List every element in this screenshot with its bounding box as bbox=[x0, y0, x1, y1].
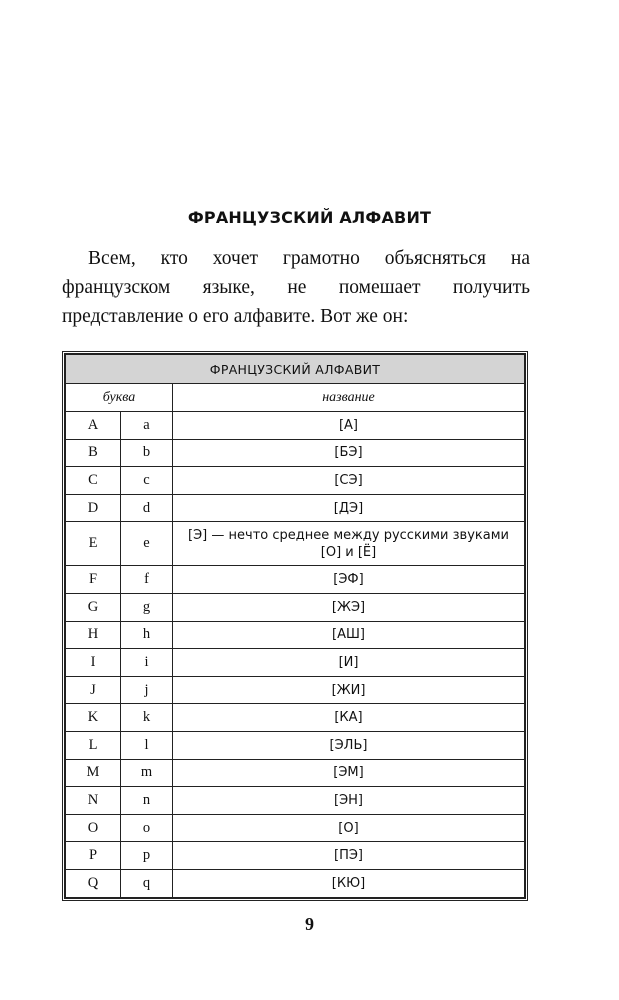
uppercase-letter: J bbox=[66, 676, 121, 704]
table-row bbox=[66, 704, 525, 732]
table-row bbox=[66, 439, 525, 467]
lowercase-letter: q bbox=[121, 869, 173, 897]
page-number: 9 bbox=[305, 914, 314, 934]
letter-name: [О] bbox=[173, 814, 525, 842]
lowercase-letter: l bbox=[121, 731, 173, 759]
letter-name: [ЭФ] bbox=[173, 566, 525, 594]
table-row bbox=[66, 787, 525, 815]
lowercase-letter: j bbox=[121, 676, 173, 704]
intro-paragraph: Всем, кто хочет грамотно объясняться на французском языке, не помешает получить представление о его алфавите. Вот же он: bbox=[62, 248, 530, 327]
letter-name: [А] bbox=[173, 412, 525, 440]
uppercase-letter: K bbox=[66, 704, 121, 732]
uppercase-letter: D bbox=[66, 494, 121, 522]
letter-name: [ДЭ] bbox=[173, 494, 525, 522]
table-row bbox=[66, 676, 525, 704]
lowercase-letter: d bbox=[121, 494, 173, 522]
uppercase-letter: M bbox=[66, 759, 121, 787]
uppercase-letter: F bbox=[66, 566, 121, 594]
table-row bbox=[66, 593, 525, 621]
table-row bbox=[66, 467, 525, 495]
lowercase-letter: c bbox=[121, 467, 173, 495]
table-title: ФРАНЦУЗСКИЙ АЛФАВИТ bbox=[66, 355, 525, 384]
lowercase-letter: e bbox=[121, 522, 173, 566]
uppercase-letter: I bbox=[66, 649, 121, 677]
uppercase-letter: Q bbox=[66, 869, 121, 897]
lowercase-letter: m bbox=[121, 759, 173, 787]
table-row bbox=[66, 869, 525, 897]
lowercase-letter: h bbox=[121, 621, 173, 649]
uppercase-letter: G bbox=[66, 593, 121, 621]
table-row bbox=[66, 731, 525, 759]
uppercase-letter: E bbox=[66, 522, 121, 566]
alphabet-table bbox=[65, 354, 525, 898]
lowercase-letter: k bbox=[121, 704, 173, 732]
letter-name: [И] bbox=[173, 649, 525, 677]
table-row bbox=[66, 649, 525, 677]
letter-name: [БЭ] bbox=[173, 439, 525, 467]
table-row bbox=[66, 566, 525, 594]
table-row bbox=[66, 842, 525, 870]
section-heading: ФРАНЦУЗСКИЙ АЛФАВИТ bbox=[187, 208, 432, 227]
table-row bbox=[66, 814, 525, 842]
table-row bbox=[66, 621, 525, 649]
uppercase-letter: H bbox=[66, 621, 121, 649]
letter-name: [ЖИ] bbox=[173, 676, 525, 704]
letter-name: [Э] — нечто среднее между русскими звуками [О] и [Ё] bbox=[173, 522, 525, 566]
letter-name: [КА] bbox=[173, 704, 525, 732]
table-row bbox=[66, 759, 525, 787]
uppercase-letter: L bbox=[66, 731, 121, 759]
column-header-name: название bbox=[173, 384, 525, 412]
uppercase-letter: P bbox=[66, 842, 121, 870]
letter-name: [ЭН] bbox=[173, 787, 525, 815]
letter-name: [СЭ] bbox=[173, 467, 525, 495]
lowercase-letter: b bbox=[121, 439, 173, 467]
letter-name: [ЭЛЬ] bbox=[173, 731, 525, 759]
lowercase-letter: p bbox=[121, 842, 173, 870]
uppercase-letter: N bbox=[66, 787, 121, 815]
letter-name: [КЮ] bbox=[173, 869, 525, 897]
uppercase-letter: A bbox=[66, 412, 121, 440]
lowercase-letter: o bbox=[121, 814, 173, 842]
column-header-letter: буква bbox=[66, 384, 173, 412]
alphabet-table-frame bbox=[62, 351, 528, 901]
table-row bbox=[66, 412, 525, 440]
letter-name: [ЭМ] bbox=[173, 759, 525, 787]
lowercase-letter: f bbox=[121, 566, 173, 594]
uppercase-letter: O bbox=[66, 814, 121, 842]
lowercase-letter: a bbox=[121, 412, 173, 440]
lowercase-letter: n bbox=[121, 787, 173, 815]
table-row bbox=[66, 522, 525, 566]
table-row bbox=[66, 494, 525, 522]
lowercase-letter: g bbox=[121, 593, 173, 621]
lowercase-letter: i bbox=[121, 649, 173, 677]
letter-name: [ПЭ] bbox=[173, 842, 525, 870]
letter-name: [АШ] bbox=[173, 621, 525, 649]
letter-name: [ЖЭ] bbox=[173, 593, 525, 621]
uppercase-letter: C bbox=[66, 467, 121, 495]
uppercase-letter: B bbox=[66, 439, 121, 467]
